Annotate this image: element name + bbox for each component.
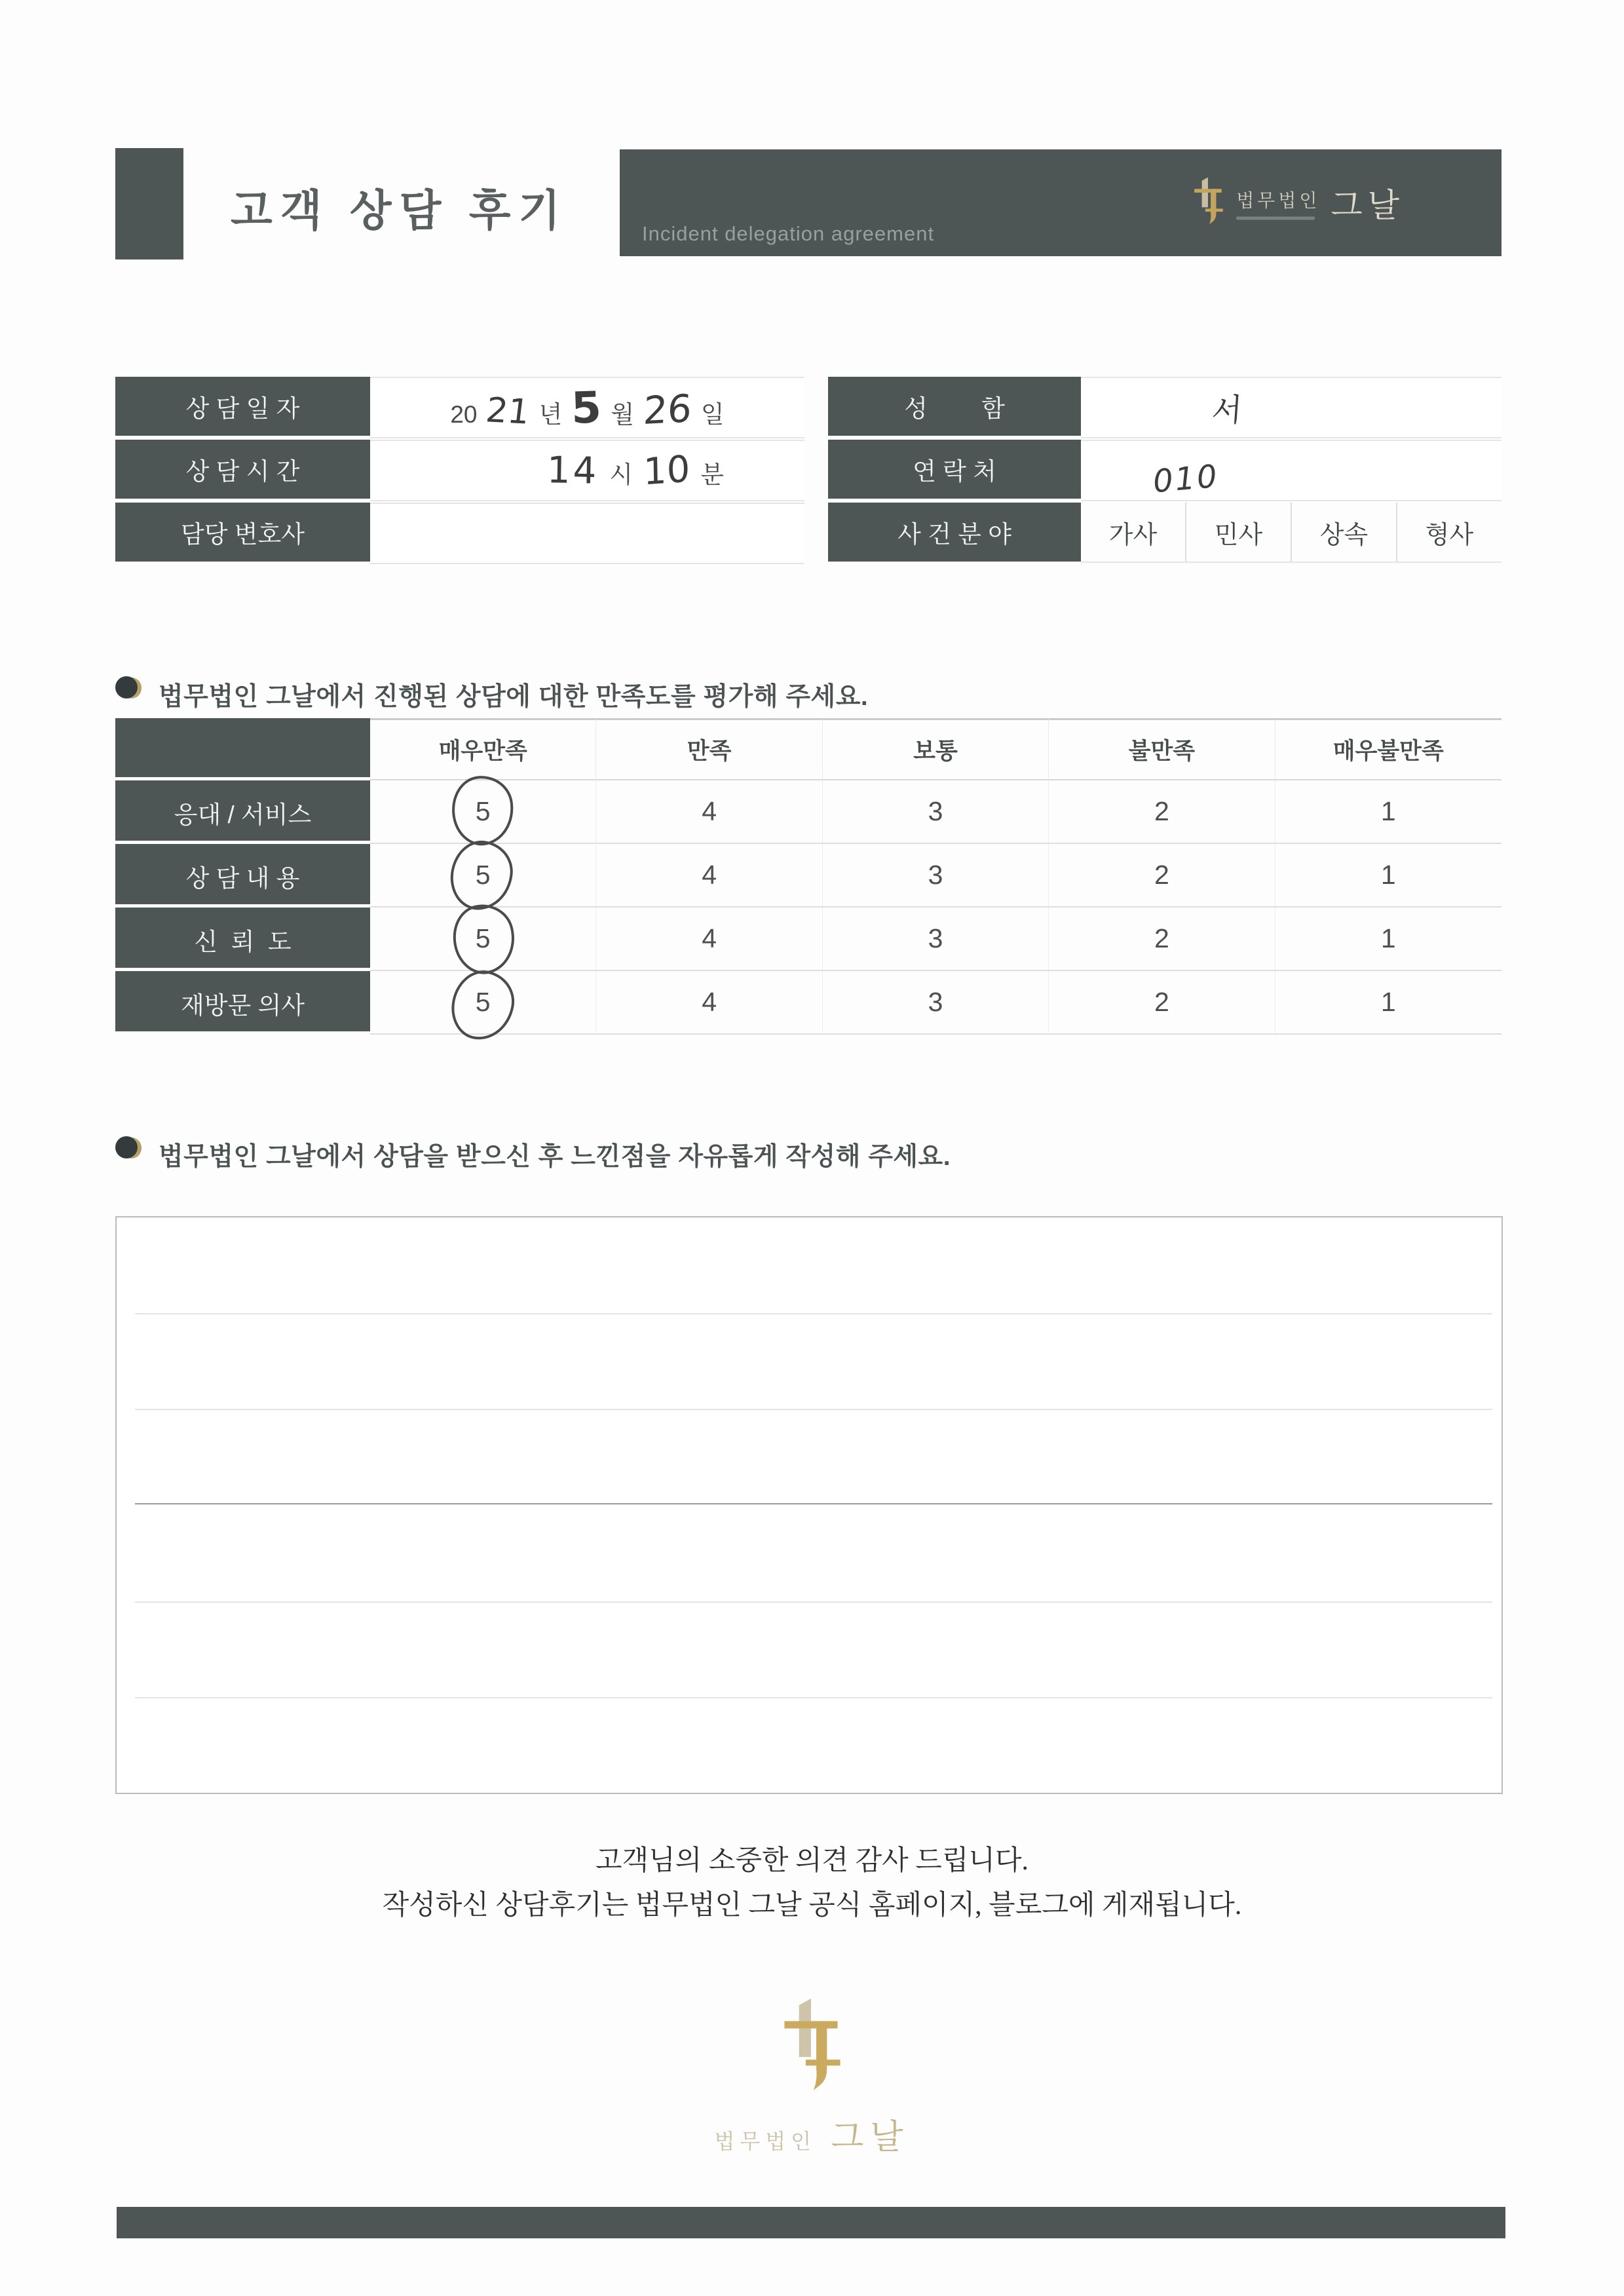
satisfaction-table	[115, 718, 1501, 1035]
ruled-line	[135, 1313, 1492, 1314]
header-banner	[620, 149, 1501, 256]
handwritten-name: 서	[1210, 391, 1243, 430]
label-consult-date: 상 담 일 자	[115, 377, 370, 436]
page-title: 고객 상담 후기	[231, 186, 569, 235]
handwritten-day: 26	[642, 385, 693, 433]
row-label-trust: 신 뢰 도	[115, 908, 370, 971]
rating-content-4: 4	[596, 844, 822, 908]
logo-tagline-bar	[1236, 216, 1315, 220]
satisfaction-corner-cell	[115, 718, 370, 780]
rating-service-2: 2	[1049, 780, 1275, 844]
footer-logo-wordmark: 법무법인 그날	[714, 2118, 910, 2156]
thanks-line-1: 고객님의 소중한 의견 감사 드립니다.	[595, 1846, 1029, 1876]
rating-revisit-4: 4	[596, 971, 822, 1035]
firm-logo-wordmark-small: 법무법인	[1236, 186, 1320, 220]
col-header-dissatisfied: 불만족	[1049, 718, 1275, 780]
bottom-accent-bar	[117, 2207, 1505, 2238]
firm-logo-wordmark-large: 그날	[1331, 187, 1405, 224]
ruled-line	[135, 1697, 1492, 1698]
footer-logo	[0, 1996, 1624, 2158]
field-name	[1081, 377, 1501, 438]
field-consult-date	[370, 377, 804, 438]
case-type-options	[1081, 503, 1501, 563]
label-name: 성 함	[828, 377, 1081, 436]
rating-revisit-5-selected: 5	[370, 971, 596, 1035]
label-case-type: 사 건 분 야	[828, 503, 1081, 562]
rating-content-1: 1	[1275, 844, 1501, 908]
ruled-line	[135, 1601, 1492, 1603]
banner-subtitle: Incident delegation agreement	[642, 222, 935, 245]
rating-revisit-2: 2	[1049, 971, 1275, 1035]
rating-service-4: 4	[596, 780, 822, 844]
rating-trust-3: 3	[823, 908, 1049, 971]
col-header-very-dissatisfied: 매우불만족	[1275, 718, 1501, 780]
thanks-line-2: 작성하신 상담후기는 법무법인 그날 공식 홈페이지, 블로그에 게재됩니다.	[382, 1890, 1242, 1921]
col-header-very-satisfied: 매우만족	[370, 718, 596, 780]
rating-trust-2: 2	[1049, 908, 1275, 971]
footer-logo-icon	[776, 1996, 848, 2099]
label-consult-time: 상 담 시 간	[115, 440, 370, 499]
rating-content-3: 3	[823, 844, 1049, 908]
rating-trust-4: 4	[596, 908, 822, 971]
firm-logo-icon	[1192, 176, 1226, 230]
feedback-prompt: 법무법인 그날에서 상담을 받으신 후 느낀점을 자유롭게 작성해 주세요.	[159, 1143, 951, 1171]
rating-content-2: 2	[1049, 844, 1275, 908]
rating-service-1: 1	[1275, 780, 1501, 844]
handwritten-contact: 010	[1151, 457, 1220, 501]
rating-revisit-3: 3	[823, 971, 1049, 1035]
rating-service-3: 3	[823, 780, 1049, 844]
bullet-icon	[115, 676, 142, 700]
row-label-service: 응대 / 서비스	[115, 780, 370, 844]
handwritten-hour: 14	[546, 448, 599, 493]
row-label-content: 상 담 내 용	[115, 844, 370, 908]
col-header-neutral: 보통	[823, 718, 1049, 780]
rating-service-5-selected: 5	[370, 780, 596, 844]
title-accent-block	[115, 148, 183, 259]
rating-trust-5-selected: 5	[370, 908, 596, 971]
ruled-line	[135, 1503, 1492, 1504]
bullet-icon	[115, 1136, 142, 1160]
rating-trust-1: 1	[1275, 908, 1501, 971]
case-option-minsa: 민사	[1186, 503, 1292, 562]
case-option-gasa: 가사	[1081, 503, 1186, 562]
field-consult-time	[370, 440, 804, 501]
consult-date-value: 20 21 년 5 월 26 일	[450, 381, 725, 434]
rating-revisit-1: 1	[1275, 971, 1501, 1035]
label-lawyer: 담당 변호사	[115, 503, 370, 562]
handwritten-minute: 10	[643, 447, 690, 494]
rating-content-5-selected: 5	[370, 844, 596, 908]
handwritten-month: 5	[571, 381, 603, 434]
satisfaction-prompt: 법무법인 그날에서 진행된 상담에 대한 만족도를 평가해 주세요.	[159, 683, 869, 711]
consult-time-value: 14 시 10 분	[546, 447, 725, 494]
row-label-revisit: 재방문 의사	[115, 971, 370, 1035]
label-contact: 연 락 처	[828, 440, 1081, 499]
field-lawyer	[370, 503, 804, 564]
feedback-writing-box	[115, 1216, 1503, 1794]
field-contact	[1081, 440, 1501, 501]
case-option-sangsok: 상속	[1292, 503, 1397, 562]
ruled-line	[135, 1409, 1492, 1410]
col-header-satisfied: 만족	[596, 718, 822, 780]
firm-logo	[1192, 176, 1405, 230]
case-option-hyeongsa: 형사	[1425, 521, 1474, 549]
handwritten-year: 21	[483, 390, 533, 432]
